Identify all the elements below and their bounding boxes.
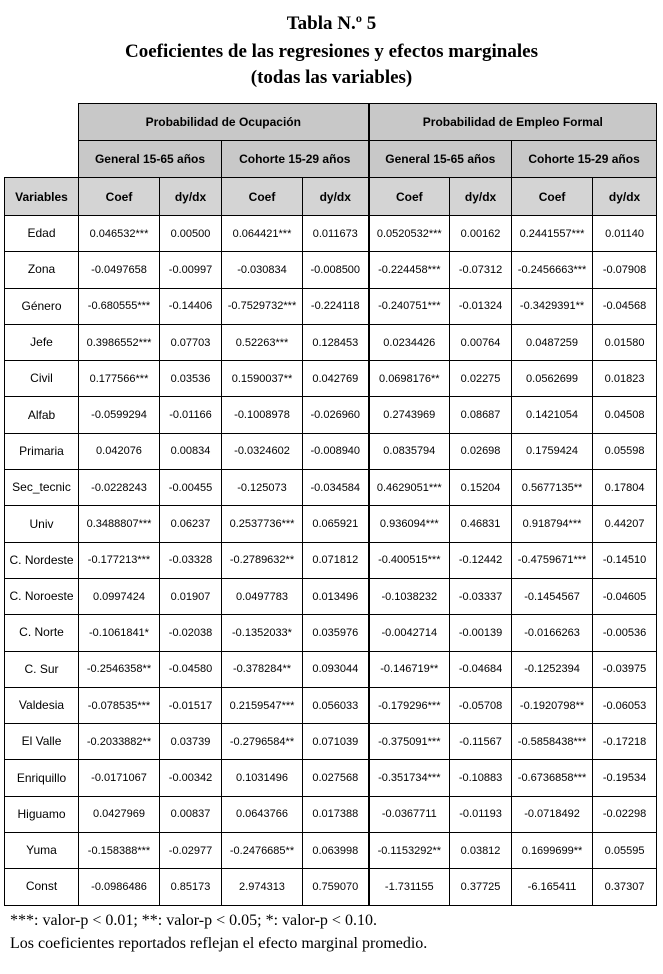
dydx-cell: 0.071039	[303, 724, 369, 760]
dydx-cell: -0.11567	[450, 724, 512, 760]
table-subtitle: Coeficientes de las regresiones y efectos marginales	[125, 41, 538, 62]
dydx-cell: 0.85173	[160, 869, 222, 905]
dydx-cell: 0.05598	[593, 433, 657, 469]
coef-cell: -0.1061841*	[79, 615, 160, 651]
table-row	[5, 216, 657, 252]
group-header-ocupacion: Probabilidad de Ocupación	[79, 104, 369, 141]
variable-name-cell: C. Nordeste	[5, 542, 79, 578]
coef-cell: 0.0835794	[369, 433, 450, 469]
dydx-cell: 0.08687	[450, 397, 512, 433]
coef-cell: 0.1759424	[512, 433, 593, 469]
dydx-cell: 0.01823	[593, 361, 657, 397]
dydx-cell: 0.03812	[450, 833, 512, 869]
variable-name-cell: Univ	[5, 506, 79, 542]
coef-cell: -0.2456663***	[512, 252, 593, 288]
dydx-cell: 0.37725	[450, 869, 512, 905]
coef-cell: -0.240751***	[369, 288, 450, 324]
coef-cell: 2.974313	[222, 869, 303, 905]
table-subtitle-qualifier: (todas las variables)	[250, 67, 413, 88]
dydx-cell: 0.03536	[160, 361, 222, 397]
dydx-cell: 0.759070	[303, 869, 369, 905]
dydx-cell: -0.10883	[450, 760, 512, 796]
coef-cell: -0.1454567	[512, 578, 593, 614]
variable-name-cell: Yuma	[5, 833, 79, 869]
variable-name-cell: C. Noroeste	[5, 578, 79, 614]
column-header-dydx: dy/dx	[303, 178, 369, 216]
coef-cell: -0.0166263	[512, 615, 593, 651]
coef-cell: 0.0234426	[369, 324, 450, 360]
coef-cell: -6.165411	[512, 869, 593, 905]
dydx-cell: 0.128453	[303, 324, 369, 360]
table-title: Tabla N.º 5	[286, 13, 377, 34]
dydx-cell: 0.035976	[303, 615, 369, 651]
coef-cell: -0.1920798**	[512, 687, 593, 723]
variable-name-cell: Higuamo	[5, 796, 79, 832]
dydx-cell: 0.02275	[450, 361, 512, 397]
coef-cell: -0.2546358**	[79, 651, 160, 687]
variable-name-cell: El Valle	[5, 724, 79, 760]
variable-name-cell: Sec_tecnic	[5, 470, 79, 506]
dydx-cell: 0.01140	[593, 216, 657, 252]
coef-cell: 0.0562699	[512, 361, 593, 397]
dydx-cell: -0.008500	[303, 252, 369, 288]
coef-cell: 0.0520532***	[369, 216, 450, 252]
coef-cell: 0.3986552***	[79, 324, 160, 360]
dydx-cell: -0.224118	[303, 288, 369, 324]
column-header-coef: Coef	[79, 178, 160, 216]
table-row	[5, 288, 657, 324]
column-header-coef: Coef	[222, 178, 303, 216]
coef-cell: -0.375091***	[369, 724, 450, 760]
dydx-cell: 0.063998	[303, 833, 369, 869]
dydx-cell: 0.01580	[593, 324, 657, 360]
dydx-cell: 0.00764	[450, 324, 512, 360]
dydx-cell: 0.02698	[450, 433, 512, 469]
dydx-cell: 0.011673	[303, 216, 369, 252]
table-row	[5, 687, 657, 723]
column-header-dydx: dy/dx	[450, 178, 512, 216]
dydx-cell: 0.056033	[303, 687, 369, 723]
table-row	[5, 433, 657, 469]
variable-name-cell: C. Sur	[5, 651, 79, 687]
dydx-cell: -0.03975	[593, 651, 657, 687]
coef-cell: -0.0171067	[79, 760, 160, 796]
table-row	[5, 506, 657, 542]
dydx-cell: -0.14510	[593, 542, 657, 578]
dydx-cell: 0.15204	[450, 470, 512, 506]
coef-cell: -0.030834	[222, 252, 303, 288]
coef-cell: -0.6736858***	[512, 760, 593, 796]
dydx-cell: -0.02298	[593, 796, 657, 832]
dydx-cell: -0.02977	[160, 833, 222, 869]
coef-cell: -0.0228243	[79, 470, 160, 506]
coef-cell: -1.731155	[369, 869, 450, 905]
dydx-cell: 0.04508	[593, 397, 657, 433]
dydx-cell: 0.042769	[303, 361, 369, 397]
coef-cell: -0.378284**	[222, 651, 303, 687]
coef-cell: 0.1421054	[512, 397, 593, 433]
variable-name-cell: Jefe	[5, 324, 79, 360]
dydx-cell: -0.00455	[160, 470, 222, 506]
coef-cell: 0.0698176**	[369, 361, 450, 397]
dydx-cell: -0.17218	[593, 724, 657, 760]
coef-cell: -0.2796584**	[222, 724, 303, 760]
coef-cell: -0.7529732***	[222, 288, 303, 324]
coef-cell: 0.1590037**	[222, 361, 303, 397]
table-row	[5, 324, 657, 360]
column-header-variables: Variables	[5, 178, 79, 216]
variable-name-cell: Const	[5, 869, 79, 905]
coef-cell: 0.1031496	[222, 760, 303, 796]
table-row	[5, 578, 657, 614]
dydx-cell: -0.04568	[593, 288, 657, 324]
coef-cell: 0.0487259	[512, 324, 593, 360]
dydx-cell: -0.19534	[593, 760, 657, 796]
coef-cell: -0.0042714	[369, 615, 450, 651]
coef-cell: 0.4629051***	[369, 470, 450, 506]
column-header-dydx: dy/dx	[593, 178, 657, 216]
dydx-cell: -0.00536	[593, 615, 657, 651]
table-row	[5, 760, 657, 796]
dydx-cell: -0.008940	[303, 433, 369, 469]
dydx-cell: 0.00837	[160, 796, 222, 832]
corner-blank	[5, 141, 79, 178]
coef-cell: -0.351734***	[369, 760, 450, 796]
dydx-cell: -0.03328	[160, 542, 222, 578]
dydx-cell: 0.00162	[450, 216, 512, 252]
variable-name-cell: Valdesia	[5, 687, 79, 723]
coef-cell: -0.0986486	[79, 869, 160, 905]
variable-name-cell: Alfab	[5, 397, 79, 433]
subgroup-header: General 15-65 años	[79, 141, 222, 178]
column-header-coef: Coef	[512, 178, 593, 216]
coef-cell: -0.400515***	[369, 542, 450, 578]
dydx-cell: -0.14406	[160, 288, 222, 324]
dydx-cell: 0.013496	[303, 578, 369, 614]
coef-cell: -0.158388***	[79, 833, 160, 869]
coef-cell: -0.2789632**	[222, 542, 303, 578]
coef-cell: -0.146719**	[369, 651, 450, 687]
dydx-cell: 0.093044	[303, 651, 369, 687]
coef-cell: -0.680555***	[79, 288, 160, 324]
coef-cell: 0.0643766	[222, 796, 303, 832]
group-header-empleo-formal: Probabilidad de Empleo Formal	[369, 104, 657, 141]
dydx-cell: 0.17804	[593, 470, 657, 506]
dydx-cell: 0.027568	[303, 760, 369, 796]
subgroup-header: General 15-65 años	[369, 141, 512, 178]
coef-cell: 0.3488807***	[79, 506, 160, 542]
table-row	[5, 252, 657, 288]
dydx-cell: -0.07908	[593, 252, 657, 288]
coef-cell: 0.2159547***	[222, 687, 303, 723]
table-row	[5, 615, 657, 651]
dydx-cell: 0.06237	[160, 506, 222, 542]
coef-cell: 0.52263***	[222, 324, 303, 360]
column-header-coef: Coef	[369, 178, 450, 216]
variable-name-cell: Primaria	[5, 433, 79, 469]
variable-name-cell: C. Norte	[5, 615, 79, 651]
table-row	[5, 542, 657, 578]
coef-cell: -0.2476685**	[222, 833, 303, 869]
coef-cell: -0.224458***	[369, 252, 450, 288]
coef-cell: -0.1038232	[369, 578, 450, 614]
dydx-cell: 0.01907	[160, 578, 222, 614]
variable-name-cell: Género	[5, 288, 79, 324]
variable-name-cell: Civil	[5, 361, 79, 397]
coef-cell: 0.064421***	[222, 216, 303, 252]
dydx-cell: 0.017388	[303, 796, 369, 832]
coef-cell: -0.125073	[222, 470, 303, 506]
coef-cell: 0.918794***	[512, 506, 593, 542]
coef-cell: -0.177213***	[79, 542, 160, 578]
table-row	[5, 470, 657, 506]
table-row	[5, 361, 657, 397]
coef-cell: -0.078535***	[79, 687, 160, 723]
dydx-cell: -0.00997	[160, 252, 222, 288]
dydx-cell: 0.071812	[303, 542, 369, 578]
coef-cell: -0.5858438***	[512, 724, 593, 760]
significance-note: ***: valor-p < 0.01; **: valor-p < 0.05; *: valor-p < 0.10.	[10, 912, 377, 929]
coef-cell: -0.2033882**	[79, 724, 160, 760]
coef-cell: -0.1352033*	[222, 615, 303, 651]
dydx-cell: -0.07312	[450, 252, 512, 288]
variable-name-cell: Enriquillo	[5, 760, 79, 796]
dydx-cell: -0.06053	[593, 687, 657, 723]
table-row	[5, 833, 657, 869]
subgroup-header: Cohorte 15-29 años	[512, 141, 657, 178]
dydx-cell: -0.026960	[303, 397, 369, 433]
coef-cell: 0.0997424	[79, 578, 160, 614]
dydx-cell: 0.00500	[160, 216, 222, 252]
dydx-cell: -0.03337	[450, 578, 512, 614]
corner-blank	[5, 104, 79, 141]
coef-cell: 0.042076	[79, 433, 160, 469]
coef-cell: 0.2537736***	[222, 506, 303, 542]
dydx-cell: -0.04605	[593, 578, 657, 614]
dydx-cell: 0.065921	[303, 506, 369, 542]
table-row	[5, 869, 657, 905]
dydx-cell: -0.01324	[450, 288, 512, 324]
dydx-cell: -0.01517	[160, 687, 222, 723]
coef-cell: -0.0497658	[79, 252, 160, 288]
coef-cell: -0.3429391**	[512, 288, 593, 324]
coef-cell: -0.1008978	[222, 397, 303, 433]
dydx-cell: 0.07703	[160, 324, 222, 360]
coef-cell: 0.936094***	[369, 506, 450, 542]
dydx-cell: 0.03739	[160, 724, 222, 760]
variable-name-cell: Zona	[5, 252, 79, 288]
marginal-effect-note: Los coeficientes reportados reflejan el efecto marginal promedio.	[10, 935, 428, 952]
coef-cell: -0.179296***	[369, 687, 450, 723]
dydx-cell: 0.37307	[593, 869, 657, 905]
coef-cell: 0.046532***	[79, 216, 160, 252]
regression-table	[4, 103, 657, 906]
coef-cell: -0.0367711	[369, 796, 450, 832]
coef-cell: -0.1252394	[512, 651, 593, 687]
coef-cell: -0.0718492	[512, 796, 593, 832]
column-header-dydx: dy/dx	[160, 178, 222, 216]
table-row	[5, 651, 657, 687]
dydx-cell: -0.01193	[450, 796, 512, 832]
dydx-cell: -0.01166	[160, 397, 222, 433]
coef-cell: -0.4759671***	[512, 542, 593, 578]
variable-name-cell: Edad	[5, 216, 79, 252]
dydx-cell: -0.04580	[160, 651, 222, 687]
coef-cell: 0.2743969	[369, 397, 450, 433]
dydx-cell: -0.00139	[450, 615, 512, 651]
dydx-cell: -0.04684	[450, 651, 512, 687]
coef-cell: -0.0324602	[222, 433, 303, 469]
dydx-cell: -0.00342	[160, 760, 222, 796]
coef-cell: 0.0427969	[79, 796, 160, 832]
dydx-cell: 0.00834	[160, 433, 222, 469]
coef-cell: 0.177566***	[79, 361, 160, 397]
table-row	[5, 796, 657, 832]
coef-cell: 0.0497783	[222, 578, 303, 614]
subgroup-header: Cohorte 15-29 años	[222, 141, 369, 178]
dydx-cell: -0.05708	[450, 687, 512, 723]
dydx-cell: -0.02038	[160, 615, 222, 651]
coef-cell: 0.5677135**	[512, 470, 593, 506]
table-row	[5, 397, 657, 433]
dydx-cell: -0.034584	[303, 470, 369, 506]
coef-cell: 0.2441557***	[512, 216, 593, 252]
dydx-cell: 0.05595	[593, 833, 657, 869]
coef-cell: -0.0599294	[79, 397, 160, 433]
table-row	[5, 724, 657, 760]
table-body	[5, 216, 657, 906]
dydx-cell: -0.12442	[450, 542, 512, 578]
coef-cell: 0.1699699**	[512, 833, 593, 869]
dydx-cell: 0.44207	[593, 506, 657, 542]
dydx-cell: 0.46831	[450, 506, 512, 542]
coef-cell: -0.1153292**	[369, 833, 450, 869]
